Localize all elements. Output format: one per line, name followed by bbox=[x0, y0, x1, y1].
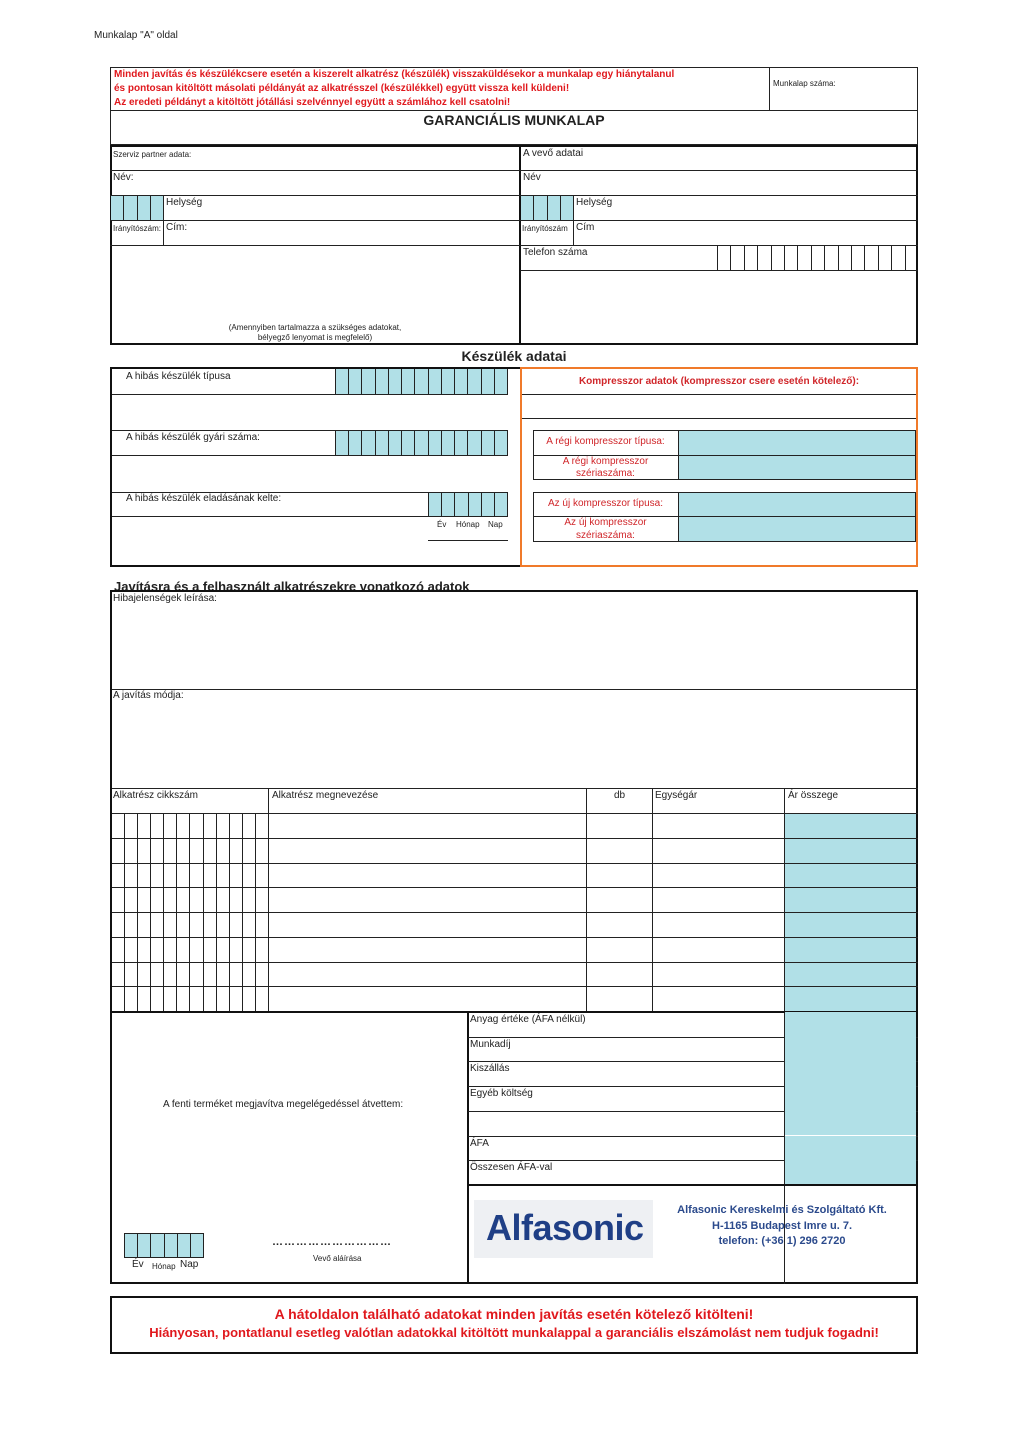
new-compressor-type-field[interactable] bbox=[679, 493, 915, 516]
partner-address-label: Cím: bbox=[166, 222, 188, 233]
cost-label: Kiszállás bbox=[470, 1063, 510, 1075]
customer-address-field[interactable] bbox=[605, 222, 915, 244]
partner-header: Szerviz partner adata: bbox=[113, 150, 192, 159]
customer-phone-field[interactable] bbox=[717, 245, 918, 270]
stamp-note-line-1: (Amennyiben tartalmazza a szükséges adatokat, bbox=[228, 323, 402, 332]
notice-line-1: Minden javítás és készülékcsere esetén a kiszerelt alkatrész (készülék) visszaküldésekor a munkalap egy hiánytalanul bbox=[114, 69, 675, 80]
cost-label: Munkadíj bbox=[470, 1038, 511, 1050]
row-part-number-field[interactable] bbox=[112, 962, 268, 987]
row-total-field[interactable] bbox=[785, 987, 916, 1011]
customer-address-label: Cím bbox=[576, 222, 595, 233]
worksheet-number-field[interactable] bbox=[773, 92, 913, 108]
device-section-title: Készülék adatai bbox=[461, 348, 567, 364]
row-part-number-field[interactable] bbox=[112, 813, 268, 838]
row-total-field[interactable] bbox=[785, 814, 916, 838]
old-compressor-type-field[interactable] bbox=[679, 431, 915, 455]
acceptance-month-label: Hónap bbox=[152, 1262, 176, 1271]
cost-value-field[interactable] bbox=[785, 1012, 916, 1037]
cost-value-field[interactable] bbox=[785, 1160, 916, 1185]
row-part-number-field[interactable] bbox=[112, 863, 268, 888]
customer-phone-label: Telefon száma bbox=[523, 247, 588, 258]
cost-value-field[interactable] bbox=[785, 1136, 916, 1161]
row-part-number-field[interactable] bbox=[112, 887, 268, 912]
row-part-number-field[interactable] bbox=[112, 838, 268, 863]
cost-label: Anyag értéke (ÁFA nélkül) bbox=[470, 1014, 586, 1025]
page-label: Munkalap "A" oldal bbox=[94, 30, 178, 41]
new-compressor-type-label: Az új kompresszor típusa: bbox=[547, 498, 664, 509]
row-part-number-field[interactable] bbox=[112, 912, 268, 937]
row-part-number-field[interactable] bbox=[112, 937, 268, 962]
footer-line-2: Hiányosan, pontatlanul esetleg valótlan adatokkal kitöltött munkalappal a garanciális elszámolást nem tudjuk fogadni! bbox=[149, 1325, 879, 1340]
acceptance-year-label: Év bbox=[132, 1259, 144, 1270]
footer-line-1: A hátoldalon található adatokat minden javítás esetén kötelező kitölteni! bbox=[274, 1306, 754, 1322]
new-compressor-serial-label-2: szériaszáma: bbox=[576, 530, 635, 541]
cost-value-field[interactable] bbox=[785, 1111, 916, 1136]
company-name: Alfasonic Kereskelmi és Szolgáltató Kft. bbox=[677, 1204, 887, 1216]
partner-name-field[interactable] bbox=[160, 172, 515, 194]
cost-value-field[interactable] bbox=[785, 1086, 916, 1111]
customer-zip-label: Irányítószám bbox=[522, 224, 568, 233]
customer-name-label: Név bbox=[523, 172, 541, 183]
row-total-field[interactable] bbox=[785, 913, 916, 937]
row-part-number-field[interactable] bbox=[112, 986, 268, 1011]
notice-line-3: Az eredeti példányt a kitöltött jótállási szelvénnyel együtt a számlához kell csatolni! bbox=[114, 97, 511, 108]
sale-day-label: Nap bbox=[488, 520, 503, 529]
worksheet-number-label: Munkalap száma: bbox=[773, 79, 836, 88]
old-compressor-type-label: A régi kompresszor típusa: bbox=[546, 436, 665, 447]
customer-name-field[interactable] bbox=[560, 172, 915, 194]
cost-label: ÁFA bbox=[470, 1137, 489, 1149]
partner-city-label: Helység bbox=[166, 197, 203, 208]
old-compressor-serial-field[interactable] bbox=[679, 456, 915, 479]
company-address: H-1165 Budapest Imre u. 7. bbox=[712, 1220, 852, 1232]
company-logo bbox=[474, 1200, 653, 1258]
row-total-field[interactable] bbox=[785, 963, 916, 987]
logo-text: Alfasonic bbox=[486, 1207, 644, 1248]
repair-method-label: A javítás módja: bbox=[113, 690, 184, 701]
sale-year-label: Év bbox=[437, 520, 447, 529]
compressor-header: Kompresszor adatok (kompresszor csere esetén kötelező): bbox=[578, 376, 860, 387]
col-quantity: db bbox=[614, 790, 626, 801]
device-type-extra-field[interactable] bbox=[112, 396, 507, 426]
row-total-field[interactable] bbox=[785, 888, 916, 912]
form-title: GARANCIÁLIS MUNKALAP bbox=[423, 112, 605, 128]
fault-description-label: Hibajelenségek leírása: bbox=[113, 593, 217, 604]
old-compressor-serial-label-1: A régi kompresszor bbox=[562, 456, 649, 467]
acceptance-text: A fenti terméket megjavítva megelégedéssel átvettem: bbox=[163, 1099, 404, 1110]
old-compressor-serial-label-2: szériaszáma: bbox=[576, 468, 635, 479]
notice-line-2: és pontosan kitöltött másolati példányát az alkatrésszel (készülékkel) együtt vissza kell küldeni! bbox=[114, 83, 570, 94]
cost-label: Összesen ÁFA-val bbox=[470, 1162, 553, 1174]
signature-label: Vevő aláírása bbox=[313, 1254, 362, 1263]
partner-address-field[interactable] bbox=[195, 222, 515, 244]
customer-header: A vevő adatai bbox=[523, 148, 584, 159]
repair-method-field[interactable] bbox=[112, 703, 916, 787]
stamp-note-line-2: bélyegző lenyomat is megfelelő) bbox=[257, 333, 373, 342]
row-total-field[interactable] bbox=[785, 864, 916, 888]
customer-city-field[interactable] bbox=[620, 197, 915, 219]
partner-stamp-area[interactable] bbox=[112, 247, 517, 317]
sale-month-label: Hónap bbox=[456, 520, 480, 529]
repair-section-title: Javításra és a felhasznált alkatrészekre vonatkozó adatok bbox=[114, 579, 470, 591]
customer-city-label: Helység bbox=[576, 197, 613, 208]
row-total-field[interactable] bbox=[785, 839, 916, 863]
col-part-name: Alkatrész megnevezése bbox=[272, 790, 379, 801]
device-sale-date-label: A hibás készülék eladásának kelte: bbox=[126, 493, 282, 504]
acceptance-day-label: Nap bbox=[180, 1259, 199, 1270]
partner-name-label: Név: bbox=[113, 172, 134, 183]
device-serial-label: A hibás készülék gyári száma: bbox=[126, 432, 260, 443]
col-part-number: Alkatrész cikkszám bbox=[113, 790, 199, 801]
cost-value-field[interactable] bbox=[785, 1037, 916, 1062]
company-phone: telefon: (+36 1) 296 2720 bbox=[718, 1235, 846, 1247]
partner-zip-label: Irányítószám: bbox=[113, 224, 162, 233]
device-type-label: A hibás készülék típusa bbox=[126, 371, 231, 382]
fault-description-field[interactable] bbox=[112, 606, 916, 688]
partner-city-field[interactable] bbox=[210, 197, 515, 219]
new-compressor-serial-label-1: Az új kompresszor bbox=[564, 517, 647, 528]
signature-line[interactable]: ………………………… bbox=[272, 1236, 392, 1248]
col-total-price: Ár összege bbox=[788, 790, 839, 801]
row-total-field[interactable] bbox=[785, 938, 916, 962]
cost-value-field[interactable] bbox=[785, 1061, 916, 1086]
new-compressor-serial-field[interactable] bbox=[679, 517, 915, 541]
col-unit-price: Egységár bbox=[655, 790, 698, 801]
cost-label: Egyéb költség bbox=[470, 1088, 533, 1100]
